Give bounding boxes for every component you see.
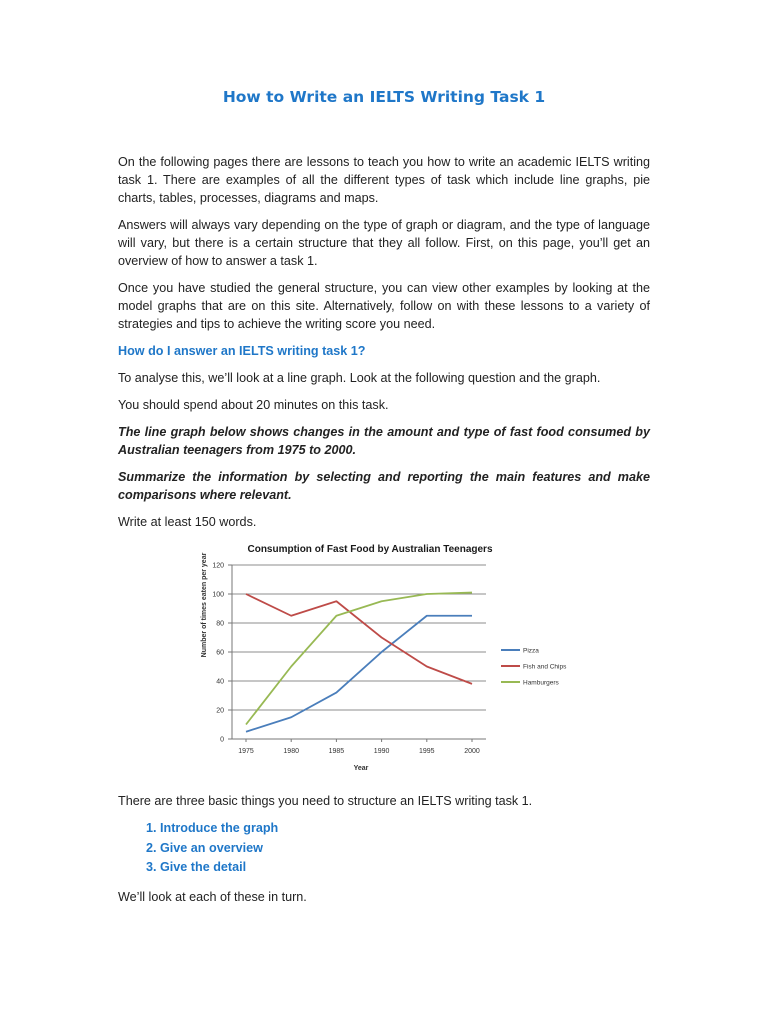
series-line-hamburgers bbox=[246, 593, 472, 725]
chart-title: Consumption of Fast Food by Australian Teenagers bbox=[247, 544, 493, 555]
chart-legend bbox=[501, 648, 567, 687]
question-paragraph: The line graph below shows changes in the amount and type of fast food consumed by Australian teenagers from 1975 to 2000. bbox=[118, 425, 650, 457]
chart-svg bbox=[118, 540, 650, 780]
x-tick-label-1975: 1975 bbox=[238, 748, 254, 755]
x-tick-label-2000: 2000 bbox=[464, 748, 480, 755]
y-tick-label-20: 20 bbox=[216, 707, 224, 715]
intro-paragraph-3: Once you have studied the general structure, you can view other examples by looking at the model graphs that are on this site. Alternatively, follow on with these lessons to a variety of strategies and tips to achieve the writing score you need. bbox=[118, 281, 650, 331]
chart-x-axis-label: Year bbox=[353, 765, 369, 772]
y-tick-label-80: 80 bbox=[216, 620, 224, 628]
time-paragraph: You should spend about 20 minutes on this task. bbox=[118, 398, 389, 412]
intro-paragraph-1: On the following pages there are lessons to teach you how to write an academic IELTS writing task 1. There are examples of all the different types of task which include line graphs, pie charts, tables, processes, diagrams and maps. bbox=[118, 155, 650, 205]
x-tick-label-1985: 1985 bbox=[328, 748, 345, 755]
intro-paragraph-2: Answers will always vary depending on the type of graph or diagram, and the type of language will vary, but there is a certain structure that they all follow. First, on this page, you’ll get an overview of how to answer a task 1. bbox=[118, 218, 650, 268]
series-line-fish-and-chips bbox=[246, 594, 472, 684]
instruction-paragraph: Summarize the information by selecting and reporting the main features and make comparisons where relevant. bbox=[118, 470, 650, 502]
legend-label-fish-and-chips: Fish and Chips bbox=[523, 663, 567, 671]
x-tick-label-1995: 1995 bbox=[419, 748, 435, 755]
document-title: How to Write an IELTS Writing Task 1 bbox=[222, 88, 546, 106]
word-count-paragraph: Write at least 150 words. bbox=[118, 515, 257, 529]
x-tick-label-1980: 1980 bbox=[283, 748, 299, 755]
legend-label-hamburgers: Hamburgers bbox=[523, 679, 559, 687]
analyse-paragraph: To analyse this, we’ll look at a line graph. Look at the following question and the graph. bbox=[118, 371, 601, 385]
structure-steps-list bbox=[118, 819, 650, 878]
structure-intro-paragraph: There are three basic things you need to structure an IELTS writing task 1. bbox=[118, 794, 533, 808]
y-tick-label-0: 0 bbox=[220, 736, 224, 744]
section-heading: How do I answer an IELTS writing task 1? bbox=[118, 344, 366, 358]
series-line-pizza bbox=[246, 616, 472, 732]
document-body bbox=[118, 153, 650, 915]
step-introduce-graph: 1. Introduce the graph bbox=[160, 819, 650, 839]
chart-y-axis-label: Number of times eaten per year bbox=[201, 552, 208, 658]
y-tick-label-40: 40 bbox=[216, 678, 224, 686]
y-tick-label-60: 60 bbox=[216, 649, 224, 657]
line-chart bbox=[118, 540, 650, 780]
chart-series bbox=[246, 593, 472, 732]
y-tick-label-100: 100 bbox=[212, 591, 224, 599]
step-give-overview: 2. Give an overview bbox=[160, 839, 650, 859]
step-give-detail: 3. Give the detail bbox=[160, 858, 650, 878]
chart-gridlines bbox=[232, 565, 486, 710]
legend-label-pizza: Pizza bbox=[523, 647, 539, 655]
chart-x-ticks bbox=[238, 739, 480, 755]
closing-paragraph: We’ll look at each of these in turn. bbox=[118, 889, 307, 904]
x-tick-label-1990: 1990 bbox=[373, 748, 390, 755]
chart-y-ticks bbox=[212, 563, 232, 744]
y-tick-label-120: 120 bbox=[212, 562, 224, 570]
